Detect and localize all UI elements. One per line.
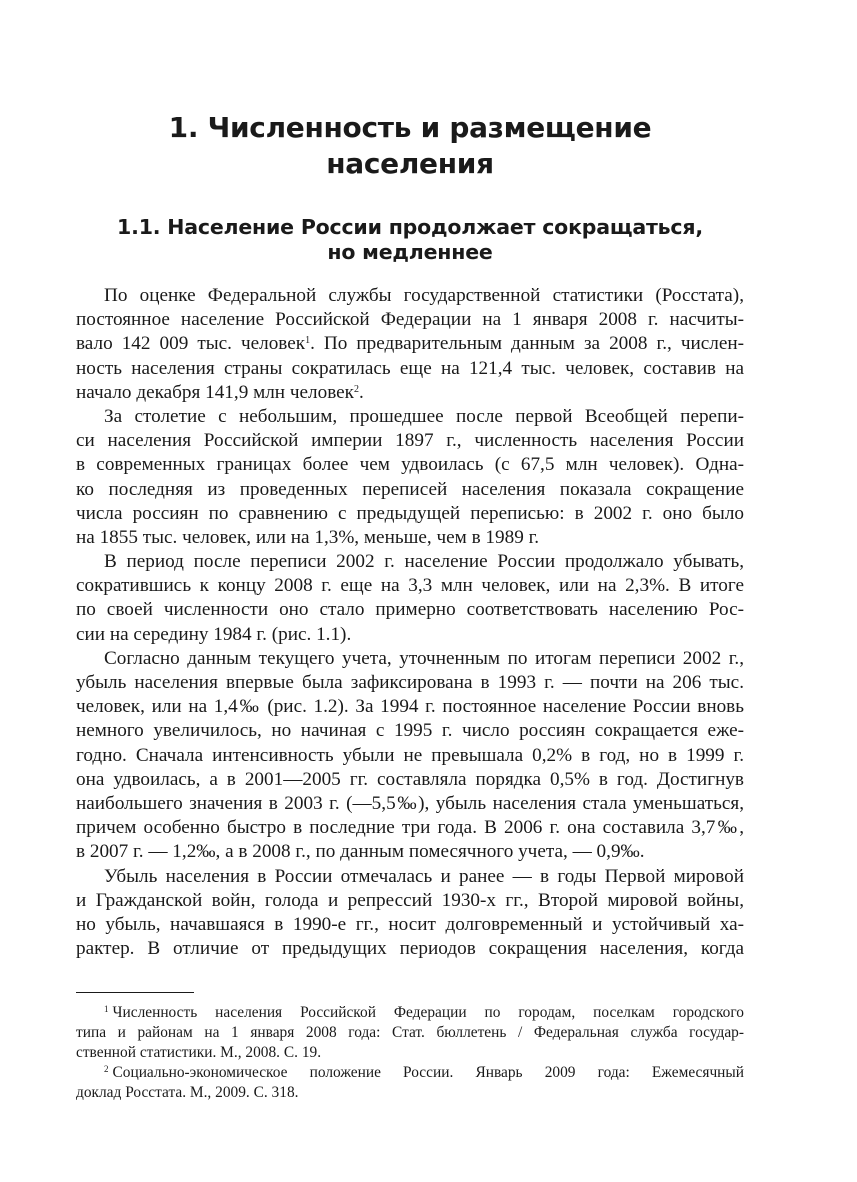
section-heading-line-1: 1.1. Население России продолжает сокращаться,	[117, 215, 703, 239]
text-line: на 1855 тыс. человек, или на 1,3%, меньше, чем в 1989 г.	[76, 526, 540, 548]
text-line: ственной статистики. М., 2008. С. 19.	[76, 1044, 322, 1061]
paragraph	[76, 284, 744, 405]
footnote-ref[interactable]: 1	[305, 335, 311, 347]
text-line: Убыль населения в России отмечалась и ранее — в годы Первой мировой	[104, 865, 744, 887]
text-line: по своей численности оно стало примерно соответствовать населению Рос-	[76, 599, 744, 621]
chapter-heading-line-2: населения	[326, 147, 494, 180]
text-line: убыль населения впервые была зафиксирована в 1993 г. — почти на 206 тыс.	[76, 672, 744, 693]
footnote-marker: 2	[104, 1064, 109, 1074]
text-line: рактер. В отличие от предыдущих периодов сокращения населения, когда	[76, 938, 744, 960]
chapter-heading-line-1: 1. Численность и размещение	[168, 111, 652, 144]
text-line: ность населения страны сократилась еще на 121,4 тыс. человек, составив на	[76, 357, 744, 379]
text-fragment: вало 142 009 тыс. человек	[76, 333, 306, 355]
text-fragment: Социально-экономическое положение России. Январь 2009 года: Ежемесячный	[112, 1064, 744, 1081]
section-heading	[76, 215, 744, 265]
text-line: постоянное население Российской Федерации на 1 января 2008 г. насчиты-	[76, 309, 744, 331]
paragraph	[76, 647, 744, 865]
text-line	[76, 1003, 744, 1023]
text-line: немного увеличилось, но начиная с 1995 г. число россиян сокращается еже-	[76, 720, 744, 742]
paragraph	[76, 405, 744, 550]
footnote-marker: 1	[104, 1004, 109, 1014]
text-line: доклад Росстата. М., 2009. С. 318.	[76, 1084, 299, 1101]
text-line: ко последняя из проведенных переписей населения показала сокращение	[76, 478, 744, 500]
text-line: но убыль, начавшаяся в 1990-е гг., носит долговременный и устойчивый ха-	[76, 913, 744, 935]
text-line: в 2007 г. — 1,2‰, а в 2008 г., по данным помесячного учета, — 0,9‰.	[76, 841, 645, 863]
paragraph	[76, 550, 744, 647]
footnote	[76, 1063, 744, 1103]
text-line: типа и районам на 1 января 2008 года: Стат. бюллетень / Федеральная служба государ-	[76, 1024, 744, 1041]
text-line: Согласно данным текущего учета, уточненным по итогам переписи 2002 г.,	[104, 647, 744, 669]
text-line: и Гражданской войн, голода и репрессий 1930-х гг., Второй мировой войны,	[76, 889, 744, 911]
text-line: годно. Сначала интенсивность убыли не превышала 0,2% в год, но в 1999 г.	[76, 744, 744, 766]
text-line: сии на середину 1984 г. (рис. 1.1).	[76, 623, 352, 645]
text-line: в современных границах более чем удвоилась (с 67,5 млн человек). Однa-	[76, 454, 744, 476]
text-line: она удвоилась, а в 2001—2005 гг. составляла порядка 0,5% в год. Достигнув	[76, 768, 744, 790]
text-fragment: начало декабря 141,9 млн человек	[76, 381, 354, 403]
text-fragment: Численность населения Российской Федерации по городам, поселкам городского	[112, 1004, 744, 1021]
body-text	[76, 284, 744, 961]
text-line: причем особенно быстро в последние три года. В 2006 г. она составила 3,7‰,	[76, 817, 744, 839]
text-line: человек, или на 1,4‰ (рис. 1.2). За 1994 г. постоянное население России вновь	[76, 696, 744, 718]
text-line: числа россиян по сравнению с предыдущей переписью: в 2002 г. оно было	[76, 502, 744, 524]
footnote-divider	[76, 992, 194, 993]
footnote-ref[interactable]: 2	[354, 383, 359, 395]
document-page	[76, 0, 744, 1182]
text-line: За столетие с небольшим, прошедшее после первой Всеобщей перепи-	[104, 405, 744, 427]
text-fragment: . По предварительным данным за 2008 г., числен-	[310, 333, 745, 355]
text-line	[76, 1063, 744, 1083]
chapter-heading	[76, 110, 744, 182]
text-line	[76, 332, 744, 356]
text-fragment: .	[359, 381, 364, 403]
text-line	[76, 381, 744, 405]
text-line: си населения Российской империи 1897 г., численность населения России	[76, 430, 744, 452]
text-line: сократившись к концу 2008 г. еще на 3,3 млн человек, или на 2,3%. В итоге	[76, 575, 744, 597]
footnotes	[76, 1003, 744, 1103]
section-heading-line-2: но медленнее	[327, 240, 493, 264]
paragraph	[76, 865, 744, 962]
footnote	[76, 1003, 744, 1063]
text-line: наибольшего значения в 2003 г. (—5,5‰), убыль населения стала уменьшаться,	[76, 792, 744, 814]
text-line: В период после переписи 2002 г. население России продолжало убывать,	[104, 551, 744, 573]
text-line: По оценке Федеральной службы государственной статистики (Росстата),	[104, 285, 744, 306]
